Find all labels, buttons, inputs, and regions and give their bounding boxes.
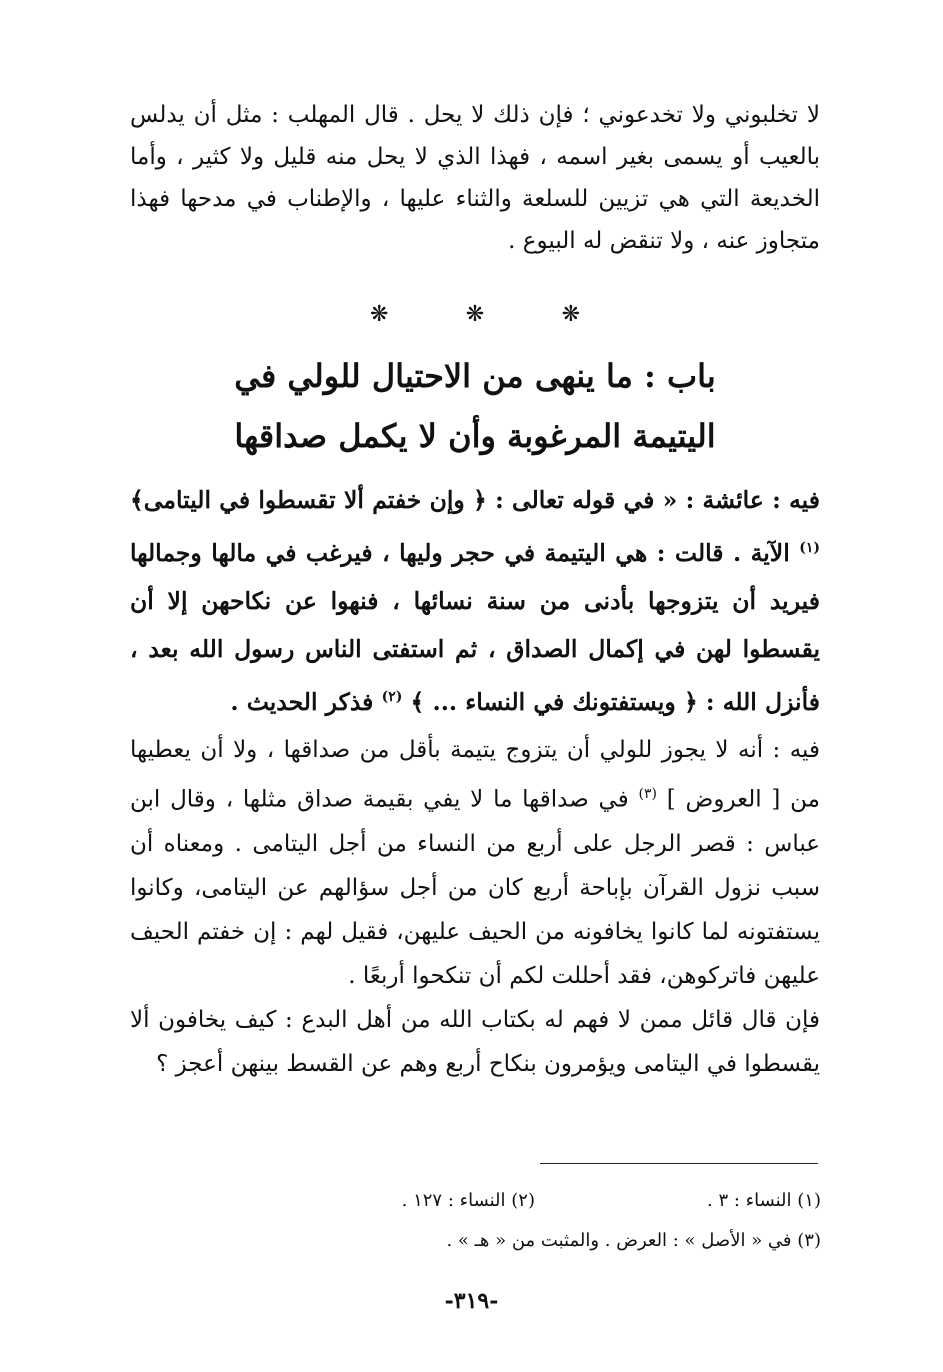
footnote-divider <box>540 1163 818 1164</box>
footnote-ref-1: (١) <box>799 540 820 556</box>
hadith-text <box>130 476 820 726</box>
footnote-1: (١) النساء : ٣ . <box>706 1190 821 1211</box>
hadith-part1: فيه : عائشة : « في قوله تعالى : ﴿ وإن خفتم ألا تقسطوا في اليتامى﴾ <box>130 486 820 514</box>
section-separator <box>370 300 580 330</box>
commentary-part1: فيه : أنه لا يجوز للولي أن يتزوج يتيمة بأقل من صداقها ، ولا أن يعطيها من [ العروض ] <box>130 737 820 813</box>
footnote-2: (٢) النساء : ١٢٧ . <box>401 1190 535 1211</box>
hadith-part3: فذكر الحديث . <box>230 687 382 716</box>
commentary-part2: في صداقها ما لا يفي بقيمة صداق مثلها ، وقال ابن عباس : قصر الرجل على أربع من النساء من أجل اليتامى . ومعناه أن سبب نزول القرآن بإباحة أربع كان من أجل سؤالهم عن اليتامى، وكانوا يستفتونه لما كانوا يخافونه من الحيف عليهن، فقيل لهم : إن خفتم الحيف عليهن فاتركوهن، فقد أحللت لكم أن تنكحوا أربعًا . <box>130 786 820 989</box>
footnote-3: (٣) في « الأصل » : العرض . والمثبت من « هـ » . <box>446 1230 821 1251</box>
hadith-part2: الآية . قالت : هي اليتيمة في حجر وليها ، فيرغب في مالها وجمالها فيريد أن يتزوجها بأدنى من سنة نسائها ، فنهوا عن نكاحهن إلا أن يقسطوا لهن في إكمال الصداق ، ثم استفتى الناس رسول الله بعد ، فأنزل الله : ﴿ ويستفتونك في النساء ... ﴾ <box>130 538 820 716</box>
chapter-heading-line1: باب : ما ينهى من الاحتيال للولي في <box>234 357 716 395</box>
star-ornament-icon: ❋ <box>561 302 580 327</box>
objection-paragraph: فإن قال قائل ممن لا فهم له بكتاب الله من أهل البدع : كيف يخافون ألا يقسطوا في اليتامى ويؤمرون بنكاح أربع وهم عن القسط بينهن أعجز ؟ <box>130 1007 820 1077</box>
footnote-ref-3: (٣) <box>638 786 657 802</box>
star-ornament-icon: ❋ <box>465 302 485 327</box>
page-number: -٣١٩- <box>444 1288 499 1314</box>
chapter-heading-line2: اليتيمة المرغوبة وأن لا يكمل صداقها <box>234 417 716 455</box>
footnote-ref-2: (٢) <box>381 688 403 705</box>
paragraph-intro: لا تخلبوني ولا تخدعوني ؛ فإن ذلك لا يحل . قال المهلب : مثل أن يدلس بالعيب أو يسمى بغير اسمه ، فهذا الذي لا يحل منه قليل ولا كثير ، وأما الخديعة التي هي تزيين للسلعة والثناء عليها ، والإطناب في مدحها فهذا متجاوز عنه ، ولا تنقض له البيوع . <box>130 102 820 254</box>
commentary-paragraph <box>130 728 820 998</box>
star-ornament-icon: ❋ <box>370 302 389 327</box>
